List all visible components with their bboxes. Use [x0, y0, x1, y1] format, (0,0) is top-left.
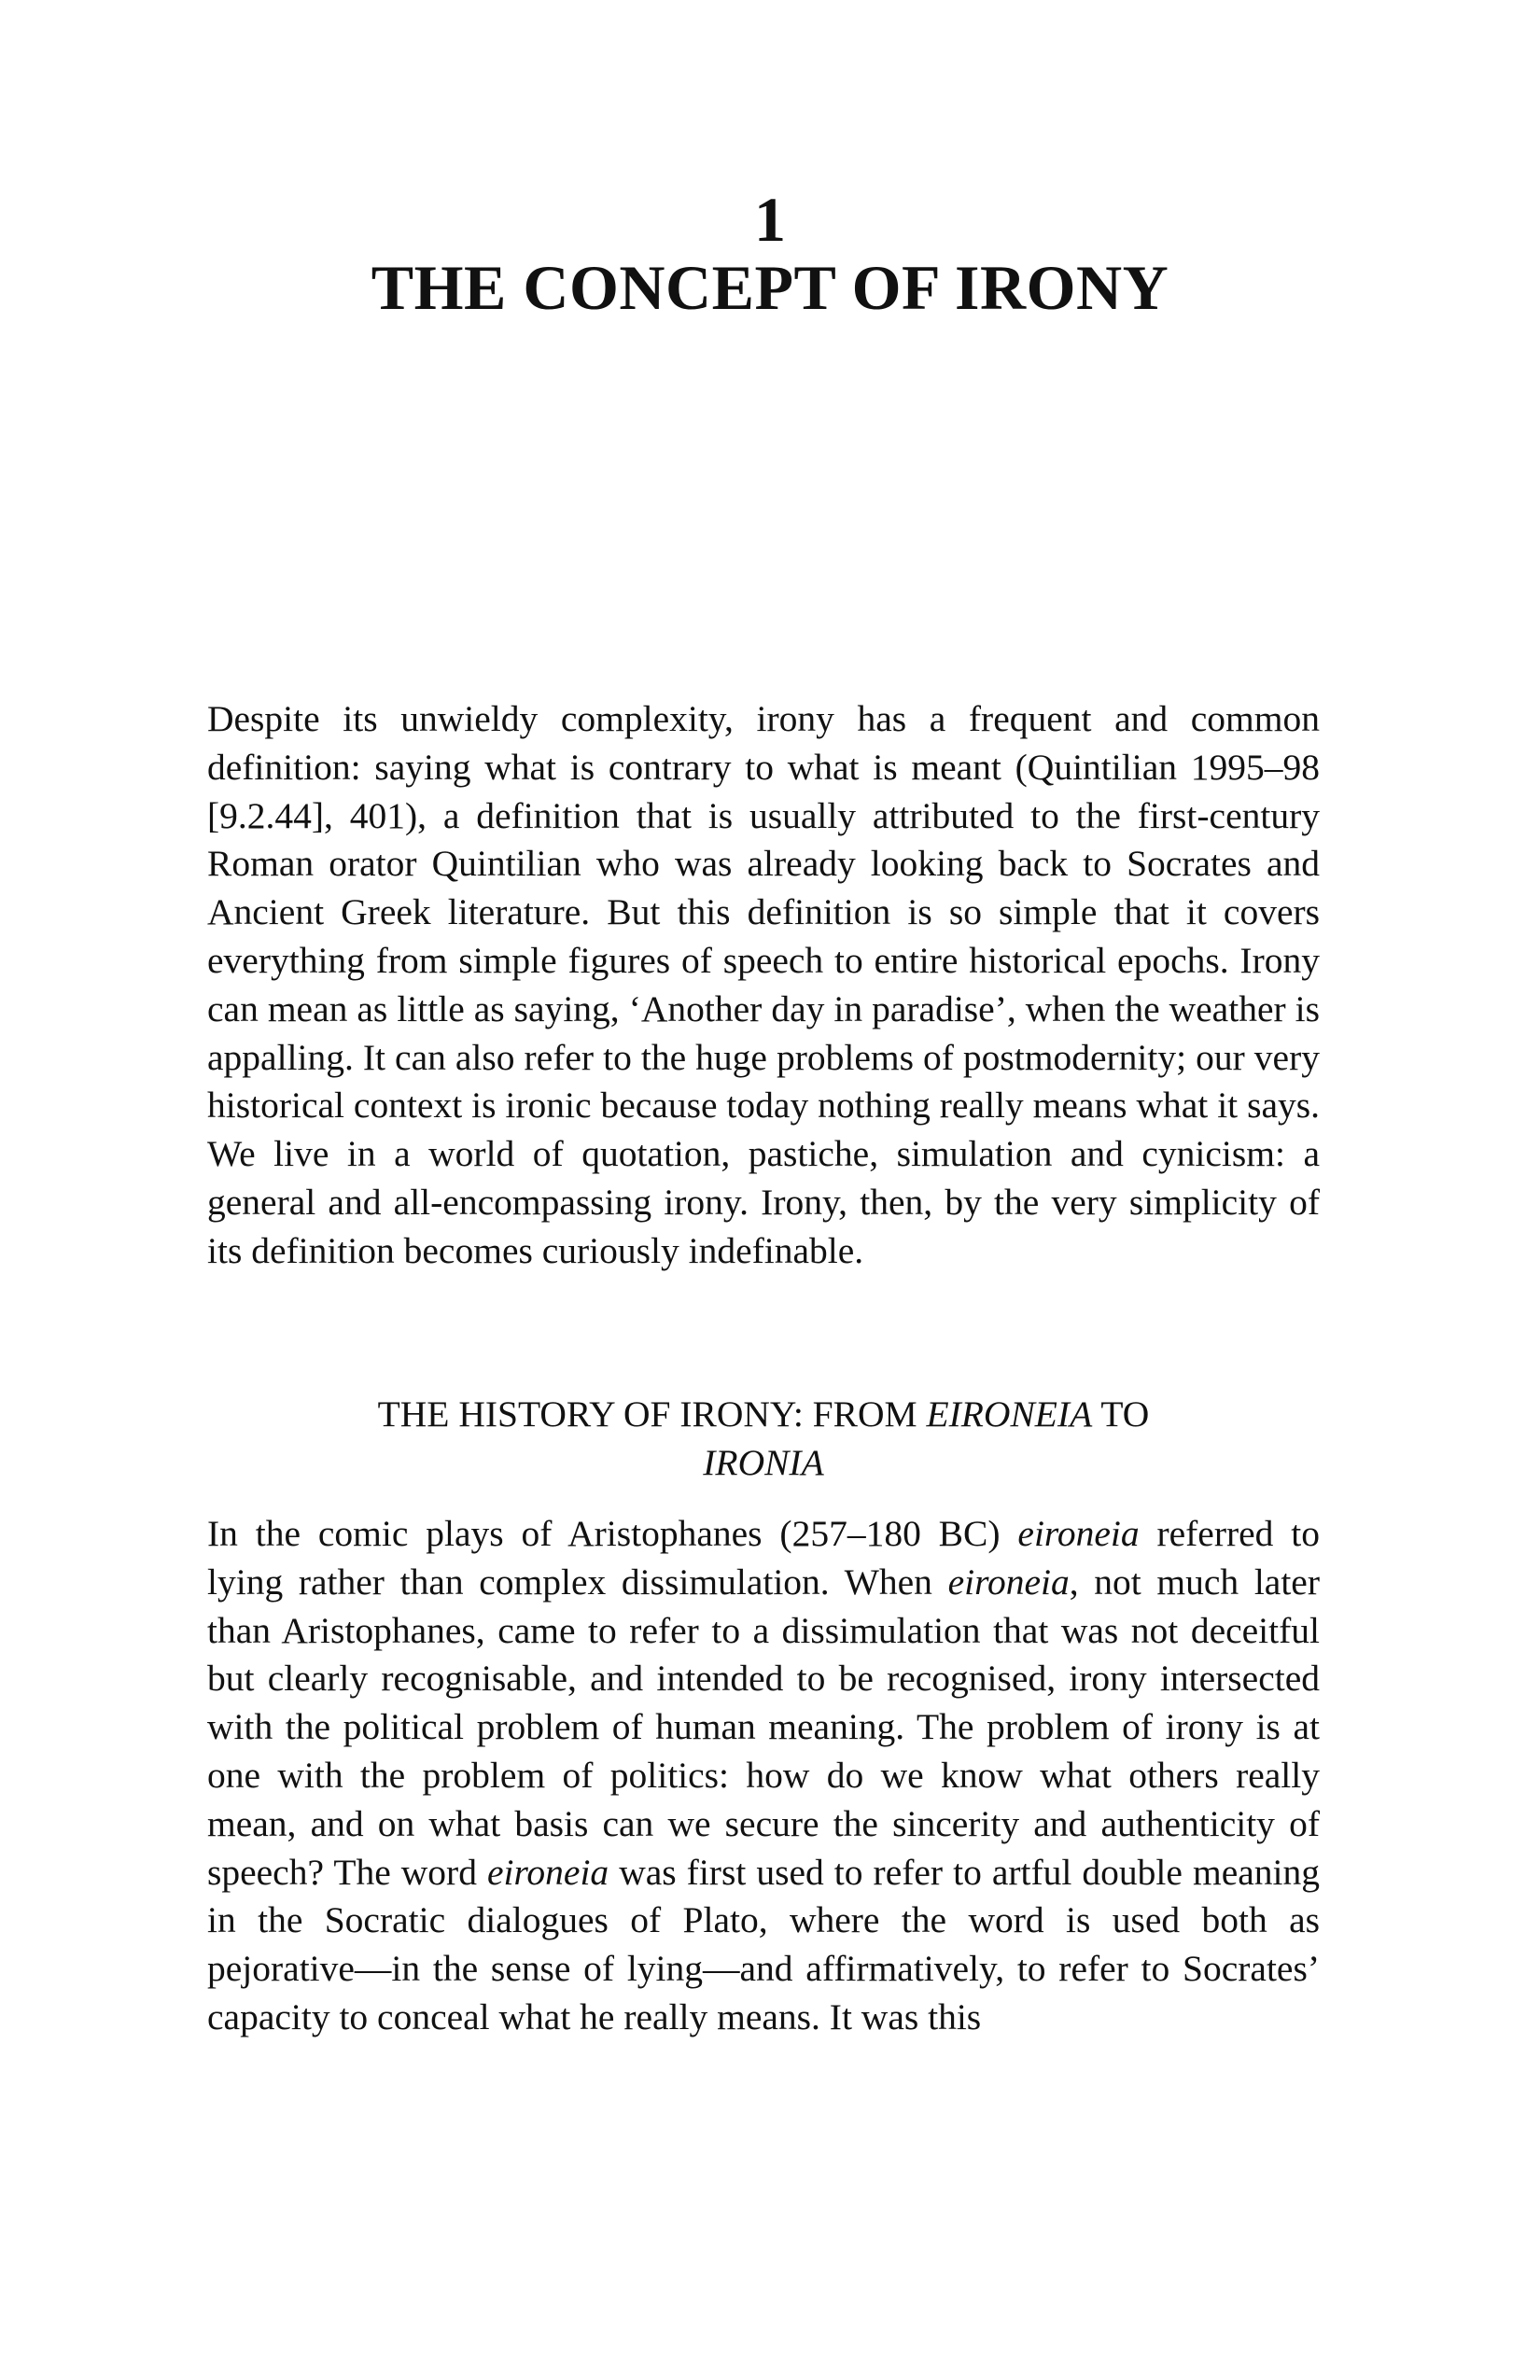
section-heading — [207, 1391, 1320, 1488]
chapter-number: 1 — [754, 184, 786, 255]
section-heading-mid: TO — [1092, 1393, 1150, 1435]
body-paragraph-2 — [207, 1510, 1320, 2042]
paragraph-2-term-2: eironeia — [947, 1561, 1070, 1603]
section-heading-term-ironia: IRONIA — [703, 1441, 824, 1483]
chapter-title: THE CONCEPT OF IRONY — [371, 252, 1169, 323]
paragraph-2-segment-1: In the comic plays of Aristophanes (257–180 BC) — [207, 1513, 1018, 1554]
section-heading-term-eironeia: EIRONEIA — [926, 1393, 1093, 1435]
section-heading-line-2 — [207, 1439, 1320, 1488]
paragraph-2-segment-3: , not much later than Aristophanes, came to refer to a dissimulation that was not deceitful but clearly recognisable, and intended to be recognised, irony intersected with the political problem of human meaning. The problem of irony is at one with the problem of politics: how do we know what others really mean, and on what basis can we secure the sincerity and authenticity of speech? The word — [207, 1561, 1320, 1893]
paragraph-2-segment-4: was first used to refer to artful double meaning in the Socratic dialogues of Plato, where the word is used both as pejorative—in the sense of lying—and affirmatively, to refer to Socrates’ capacity to conceal what he really means. It was this — [207, 1851, 1320, 2037]
section-heading-prefix: THE HISTORY OF IRONY: FROM — [377, 1393, 927, 1435]
paragraph-2-term-3: eironeia — [487, 1851, 609, 1893]
body-paragraph-1: Despite its unwieldy complexity, irony has a frequent and common definition: saying what is contrary to what is meant (Quintilian 1995–98 [9.2.44], 401), a definition that is usually attributed to the first-century Roman orator Quintilian who was already looking back to Socrates and Ancient Greek literature. But this definition is so simple that it covers everything from simple figures of speech to entire historical epochs. Irony can mean as little as saying, ‘Another day in paradise’, when the weather is appalling. It can also refer to the huge problems of postmodernity; our very historical context is ironic because today nothing really means what it says. We live in a world of quotation, pastiche, simulation and cynicism: a general and all-encompassing irony. Irony, then, by the very simplicity of its definition becomes curiously indefinable. — [207, 698, 1320, 1271]
paragraph-2-segment-2: referred to lying rather than complex dissimulation. When — [207, 1513, 1320, 1603]
section-heading-line-1 — [207, 1391, 1320, 1439]
paragraph-2-term-1: eironeia — [1017, 1513, 1140, 1554]
